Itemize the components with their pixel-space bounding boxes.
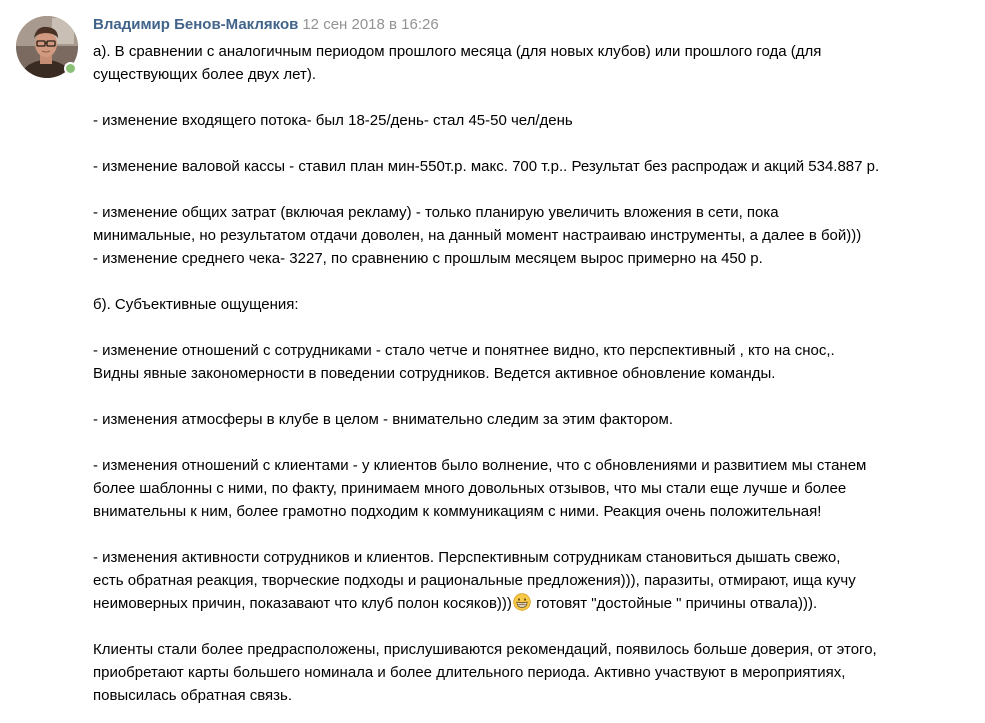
text-line-with-emoji (93, 592, 973, 615)
text-line: повысилась обратная связь. (93, 687, 293, 704)
grinning-face-icon (513, 593, 531, 611)
blank-line (93, 178, 973, 201)
blank-line (93, 86, 973, 109)
blank-line (93, 385, 973, 408)
text-line: минимальные, но результатом отдачи доволен, на данный момент настраиваю инструменты, а далее в бой))) (93, 227, 862, 244)
text-line: - изменение общих затрат (включая рекламу) - только планирую увеличить вложения в сети, пока (93, 204, 779, 221)
text-line: - изменение валовой кассы - ставил план мин-550т.р. макс. 700 т.р.. Результат без распродаж и акций 534.887 р. (93, 158, 880, 175)
blank-line (93, 615, 973, 638)
text-fragment: неимоверных причин, показавают что клуб полон косяков))) (93, 595, 512, 612)
text-line: Клиенты стали более предрасположены, прислушиваются рекомендаций, появилось больше доверия, от этого, (93, 641, 877, 658)
text-line: приобретают карты большего номинала и более длительного периода. Активно участвуют в мероприятиях, (93, 664, 846, 681)
blank-line (93, 431, 973, 454)
blank-line (93, 132, 973, 155)
comment-text (93, 40, 973, 707)
text-line: - изменения отношений с клиентами - у клиентов было волнение, что с обновлениями и развитием мы станем (93, 457, 867, 474)
text-line: Видны явные закономерности в поведении сотрудников. Ведется активное обновление команды. (93, 365, 776, 382)
avatar[interactable] (16, 16, 78, 78)
text-line: более шаблонны с ними, по факту, принимаем много довольных отзывов, что мы стали еще лучше и более (93, 480, 847, 497)
text-line: внимательны к ним, более грамотно подходим к коммуникациям с ними. Реакция очень положительная! (93, 503, 822, 520)
comment-date-link[interactable]: 12 сен 2018 в 16:26 (302, 16, 439, 33)
online-status-icon (64, 62, 77, 75)
blank-line (93, 316, 973, 339)
text-line: б). Субъективные ощущения: (93, 296, 299, 313)
text-line: - изменение среднего чека- 3227, по сравнению с прошлым месяцем вырос примерно на 450 р. (93, 250, 763, 267)
text-line: - изменение входящего потока- был 18-25/день- стал 45-50 чел/день (93, 112, 573, 129)
text-line: есть обратная реакция, творческие подходы и рациональные предложения))), паразиты, отмирают, ища кучу (93, 572, 856, 589)
text-line: а). В сравнении с аналогичным периодом прошлого месяца (для новых клубов) или прошлого года (для (93, 43, 822, 60)
comment-header (93, 15, 439, 35)
text-line: - изменения активности сотрудников и клиентов. Перспективным сотрудникам становиться дышать свежо, (93, 549, 841, 566)
blank-line (93, 270, 973, 293)
blank-line (93, 523, 973, 546)
text-line: существующих более двух лет). (93, 66, 317, 83)
author-name-link[interactable]: Владимир Бенов-Макляков (93, 16, 299, 33)
text-line: - изменение отношений с сотрудниками - стало четче и понятнее видно, кто перспективный , кто на снос,. (93, 342, 835, 359)
text-line: - изменения атмосферы в клубе в целом - внимательно следим за этим фактором. (93, 411, 673, 428)
text-fragment: готовят "достойные " причины отвала))). (531, 595, 818, 612)
